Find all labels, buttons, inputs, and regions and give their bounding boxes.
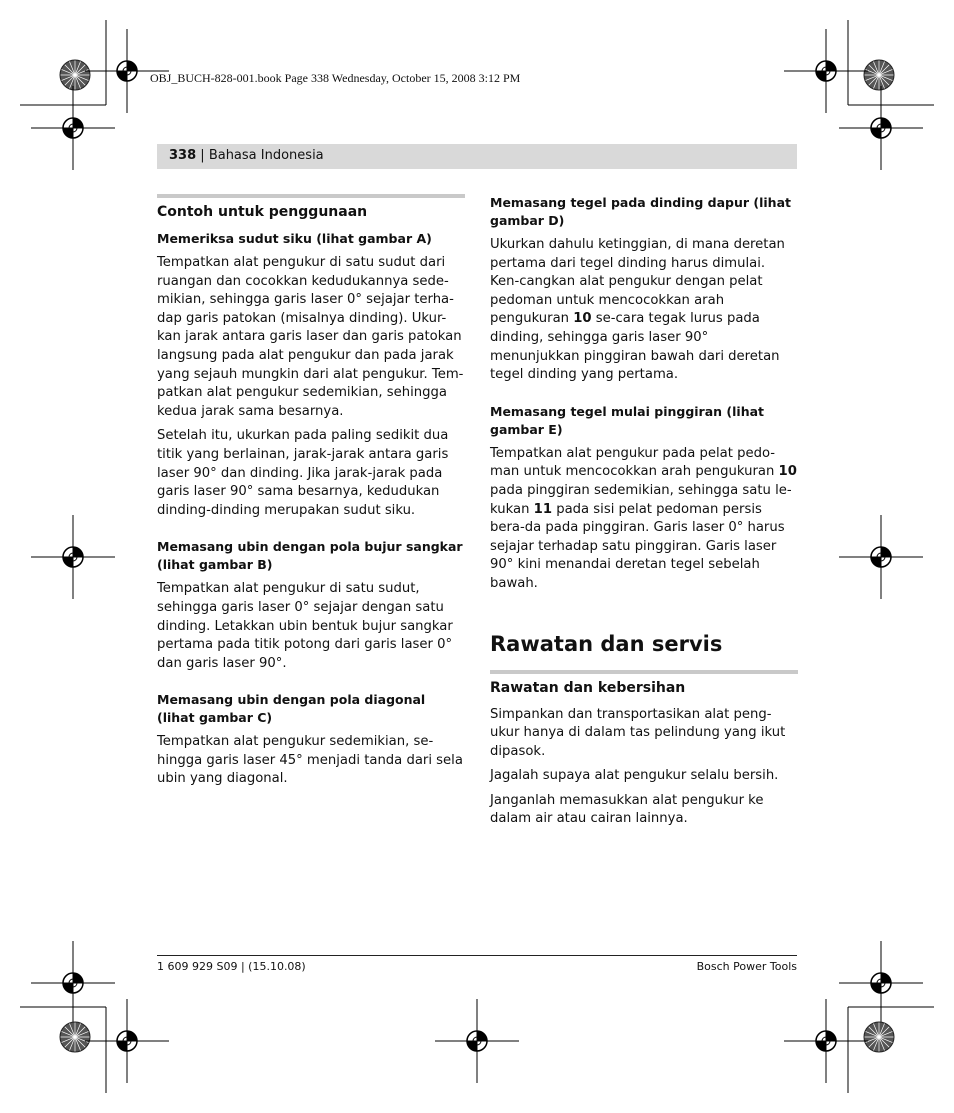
section-rule bbox=[157, 194, 465, 198]
subsection-heading-a: Memeriksa sudut siku (lihat gambar A) bbox=[157, 231, 432, 246]
paragraph-d1-text-end: se-cara tegak lurus pada dinding, sehingga garis laser 90° menunjukkan pinggiran bawah dari deretan tegel dinding yang pertama. bbox=[490, 311, 780, 383]
subsection-heading-d: Memasang tegel pada dinding dapur (lihat gambar D) bbox=[490, 195, 791, 228]
main-title-care: Rawatan dan servis bbox=[490, 631, 723, 656]
paragraph-e1-text-end: pada sisi pelat pedoman persis bera-da pada pinggiran. Garis laser 0° harus sejajar terhadap satu pinggiran. Garis laser 90° kini menandai deretan tegel sebelah bawah. bbox=[490, 501, 785, 591]
paragraph-b1: Tempatkan alat pengukur di satu sudut, sehingga garis laser 0° sejajar dengan satu dinding. Letakkan ubin bentuk bujur sangkar pertama pada titik potong dari garis laser 0° dan garis laser 90°. bbox=[157, 581, 453, 671]
paragraph-e1-text: Tempatkan alat pengukur pada pelat pedo-man untuk mencocokkan arah pengukuran bbox=[490, 445, 779, 480]
left-column bbox=[157, 194, 465, 795]
paragraph-c1: Tempatkan alat pengukur sedemikian, se-hingga garis laser 45° menjadi tanda dari sela ubin yang diagonal. bbox=[157, 734, 463, 787]
footer-brand: Bosch Power Tools bbox=[696, 960, 797, 973]
section-rule bbox=[490, 670, 798, 674]
ref-number-11: 11 bbox=[533, 501, 552, 517]
paragraph-care1: Simpankan dan transportasikan alat peng-ukur hanya di dalam tas pelindung yang ikut dipasok. bbox=[490, 706, 786, 759]
header-language: Bahasa Indonesia bbox=[208, 148, 324, 163]
page-number: 338 bbox=[169, 148, 197, 163]
page-header bbox=[157, 144, 797, 169]
subsection-heading-b: Memasang ubin dengan pola bujur sangkar (lihat gambar B) bbox=[157, 539, 463, 573]
paragraph-e1 bbox=[490, 445, 798, 594]
ref-number-10: 10 bbox=[778, 464, 797, 480]
footer-rule bbox=[157, 955, 797, 956]
subsection-heading-e: Memasang tegel mulai pinggiran (lihat gambar E) bbox=[490, 403, 764, 437]
paragraph-e1-text-mid: pada pinggiran sedemikian, sehingga satu le-kukan bbox=[490, 482, 792, 517]
subsection-heading-c: Memasang ubin dengan pola diagonal (lihat gambar C) bbox=[157, 692, 426, 726]
section-title-usage: Contoh untuk penggunaan bbox=[157, 204, 368, 220]
ref-number-10: 10 bbox=[573, 311, 592, 327]
paragraph-d1-text: Ukurkan dahulu ketinggian, di mana deretan pertama dari tegel dinding harus dimulai. Ken-cangkan alat pengukur dengan pelat pedoman untuk mencocokkan arah pengukuran bbox=[490, 237, 785, 327]
section-title-care: Rawatan dan kebersihan bbox=[490, 679, 686, 696]
paragraph-care2: Jagalah supaya alat pengukur selalu bersih. bbox=[490, 768, 779, 784]
paragraph-a2: Setelah itu, ukurkan pada paling sedikit dua titik yang berlainan, jarak-jarak antara garis laser 90° dan dinding. Jika jarak-jarak pada garis laser 90° sama besarnya, kedudukan dinding-dinding merupakan sudut siku. bbox=[157, 428, 449, 518]
right-column bbox=[490, 194, 798, 835]
paragraph-d1 bbox=[490, 236, 798, 385]
footer-doc-number: 1 609 929 S09 | (15.10.08) bbox=[157, 960, 306, 973]
header-separator: | bbox=[200, 148, 205, 163]
paragraph-a1: Tempatkan alat pengukur di satu sudut dari ruangan dan cocokkan kedudukannya sede-mikian, sehingga garis laser 0° sejajar terha-dap garis patokan (misalnya dinding). Ukur-kan jarak antara garis laser dan garis patokan langsung pada alat pengukur dan pada jarak yang sejauh mungkin dari alat pengukur. Tem-patkan alat pengukur sedemikian, sehingga kedua jarak sama besarnya. bbox=[157, 255, 464, 419]
paragraph-care3: Janganlah memasukkan alat pengukur ke dalam air atau cairan lainnya. bbox=[490, 792, 764, 827]
print-slug: OBJ_BUCH-828-001.book Page 338 Wednesday, October 15, 2008 3:12 PM bbox=[150, 71, 521, 85]
